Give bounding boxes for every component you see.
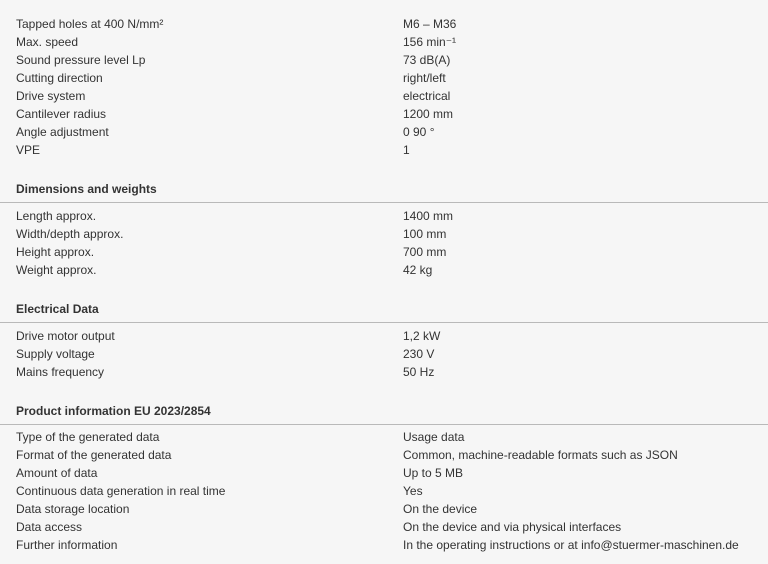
spec-value: electrical [403, 89, 451, 103]
spec-row [0, 51, 768, 69]
spec-row [0, 243, 768, 261]
spec-value: Usage data [403, 430, 465, 444]
electrical-spec-table [0, 327, 768, 381]
spec-label: Data storage location [16, 502, 130, 516]
spec-row [0, 345, 768, 363]
spec-row [0, 500, 768, 518]
spec-value: right/left [403, 71, 446, 85]
spec-value: On the device [403, 502, 478, 516]
section-divider [0, 322, 768, 323]
spec-label: Continuous data generation in real time [16, 484, 226, 498]
spec-label: Max. speed [16, 35, 79, 49]
spec-value: 0 90 ° [403, 125, 435, 139]
spec-row [0, 141, 768, 159]
spec-label: Type of the generated data [16, 430, 160, 444]
spec-value: 1400 mm [403, 209, 454, 223]
spec-label: Drive system [16, 89, 86, 103]
spec-value: In the operating instructions or at info@stuermer-maschinen.de [403, 538, 739, 552]
dimensions-spec-table [0, 207, 768, 279]
spec-row [0, 123, 768, 141]
spec-label: Drive motor output [16, 329, 115, 343]
spec-row [0, 428, 768, 446]
spec-value: Yes [403, 484, 423, 498]
spec-value: 50 Hz [403, 365, 435, 379]
spec-row [0, 207, 768, 225]
spec-label: VPE [16, 143, 41, 157]
spec-label: Data access [16, 520, 83, 534]
spec-row [0, 327, 768, 345]
spec-label: Format of the generated data [16, 448, 172, 462]
spec-value: 1,2 kW [403, 329, 441, 343]
spec-label: Mains frequency [16, 365, 105, 379]
spec-label: Width/depth approx. [16, 227, 124, 241]
section-heading-electrical: Electrical Data [16, 302, 99, 316]
spec-row [0, 225, 768, 243]
spec-value: On the device and via physical interfaces [403, 520, 622, 534]
spec-value: Common, machine-readable formats such as JSON [403, 448, 678, 462]
spec-label: Cutting direction [16, 71, 103, 85]
spec-label: Supply voltage [16, 347, 95, 361]
spec-row [0, 536, 768, 554]
spec-label: Weight approx. [16, 263, 97, 277]
spec-value: Up to 5 MB [403, 466, 464, 480]
spec-value: 1200 mm [403, 107, 454, 121]
spec-value: 156 min⁻¹ [403, 35, 457, 49]
spec-row [0, 105, 768, 123]
section-divider [0, 202, 768, 203]
spec-row [0, 464, 768, 482]
spec-value: 42 kg [403, 263, 433, 277]
spec-label: Cantilever radius [16, 107, 107, 121]
spec-label: Amount of data [16, 466, 98, 480]
section-heading-product-info: Product information EU 2023/2854 [16, 404, 211, 418]
spec-value: 73 dB(A) [403, 53, 451, 67]
section-divider [0, 424, 768, 425]
spec-value: 1 [403, 143, 410, 157]
general-spec-table [0, 15, 768, 159]
spec-label: Length approx. [16, 209, 97, 223]
product-info-spec-table [0, 428, 768, 554]
spec-label: Height approx. [16, 245, 95, 259]
spec-row [0, 446, 768, 464]
spec-value: M6 – M36 [403, 17, 457, 31]
spec-row [0, 363, 768, 381]
spec-label: Further information [16, 538, 118, 552]
spec-row [0, 69, 768, 87]
spec-row [0, 87, 768, 105]
spec-value: 700 mm [403, 245, 447, 259]
spec-row [0, 261, 768, 279]
spec-row [0, 33, 768, 51]
spec-row [0, 482, 768, 500]
spec-row [0, 15, 768, 33]
spec-label: Sound pressure level Lp [16, 53, 146, 67]
spec-value: 230 V [403, 347, 435, 361]
spec-label: Tapped holes at 400 N/mm² [16, 17, 164, 31]
spec-row [0, 518, 768, 536]
spec-label: Angle adjustment [16, 125, 109, 139]
spec-value: 100 mm [403, 227, 447, 241]
section-heading-dimensions: Dimensions and weights [16, 182, 157, 196]
